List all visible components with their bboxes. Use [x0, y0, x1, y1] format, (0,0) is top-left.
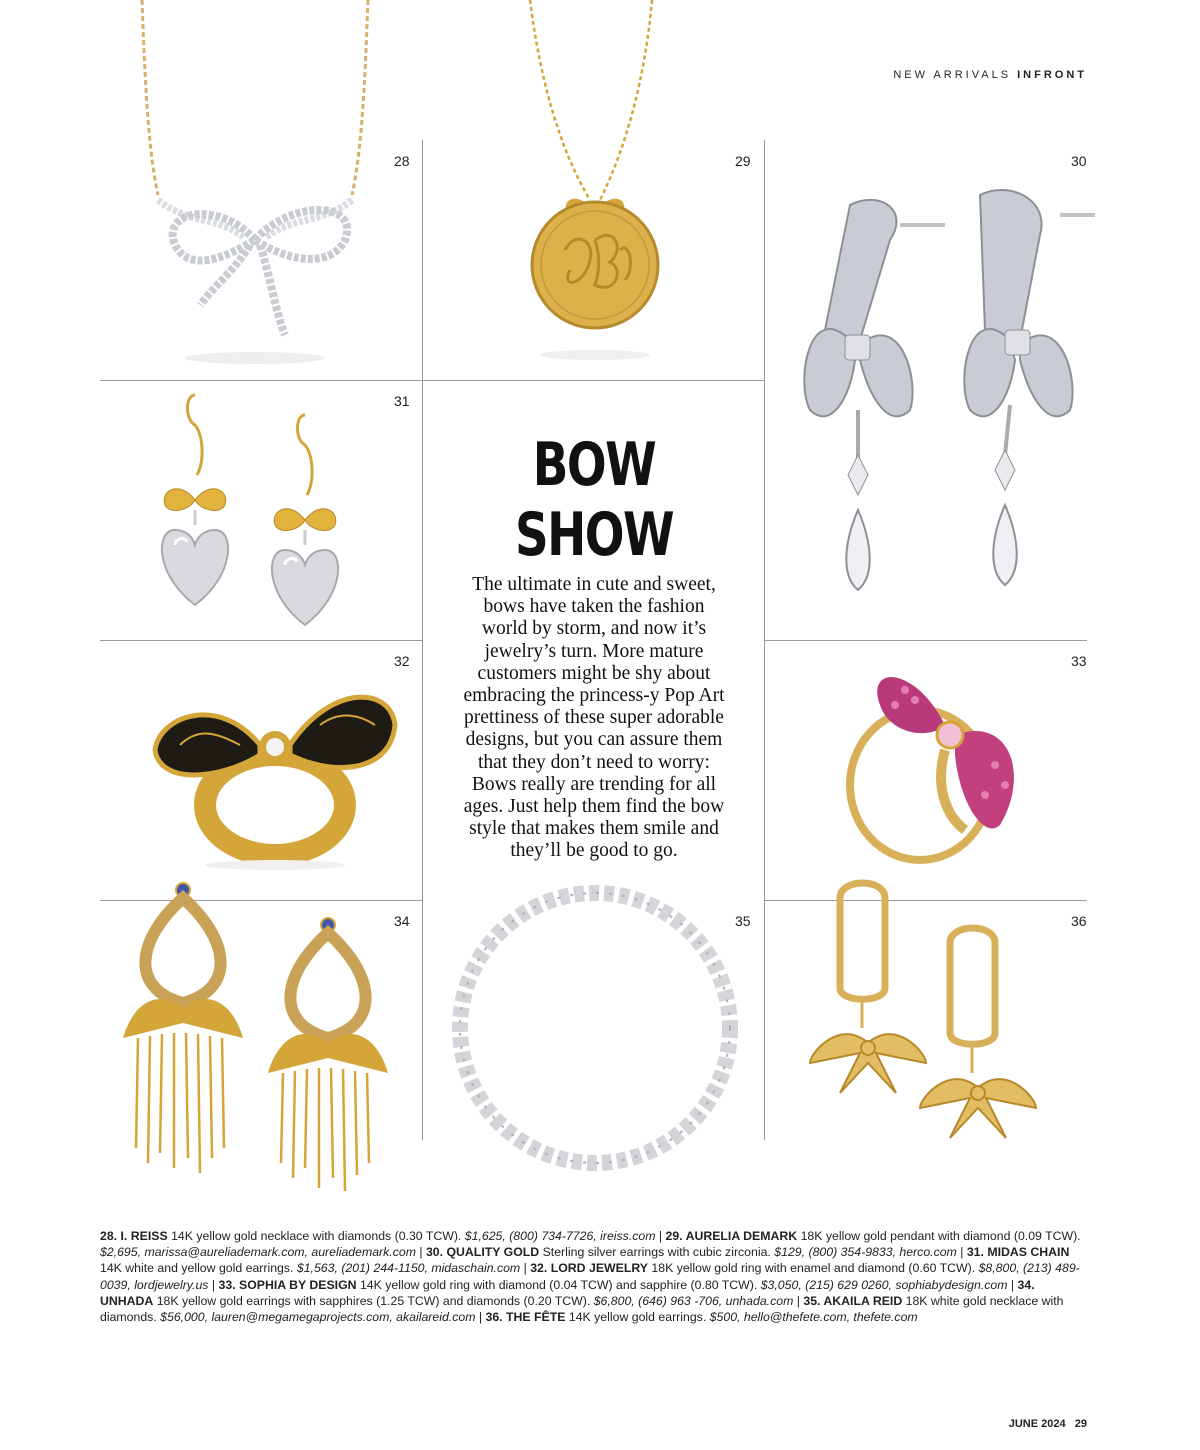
credit-description: 14K yellow gold earrings. — [565, 1310, 710, 1325]
credit-contact: $56,000, lauren@megamegaprojects.com, akailareid.com — [160, 1310, 476, 1325]
credit-brand: 29. AURELIA DEMARK — [665, 1229, 798, 1243]
credit-contact: $2,695, marissa@aureliademark.com, aureliademark.com — [100, 1245, 416, 1260]
item-number-32: 32 — [394, 653, 410, 669]
silver-bow-earrings-image — [790, 180, 1100, 610]
credit-contact: $500, hello@thefete.com, thefete.com — [709, 1310, 918, 1325]
pink-bow-ring-image — [835, 655, 1035, 890]
credit-brand: 32. LORD JEWELRY — [530, 1261, 648, 1276]
credit-separator: | — [208, 1277, 219, 1292]
credit-entry — [218, 1278, 1007, 1292]
item-number-30: 30 — [1071, 153, 1087, 169]
credit-separator: | — [520, 1261, 531, 1276]
enamel-bow-ring-image — [150, 665, 400, 885]
credit-description: Sterling silver earrings with cubic zirconia. — [539, 1245, 775, 1260]
credit-description: 18K yellow gold pendant with diamond (0.09 TCW). — [797, 1229, 1081, 1243]
fringe-bow-earrings-image — [108, 878, 408, 1198]
page-number: 29 — [1074, 1418, 1087, 1430]
item-number-33: 33 — [1071, 653, 1087, 669]
credit-description: 18K white gold necklace with diamonds. — [100, 1293, 1064, 1325]
item-number-34: 34 — [394, 913, 410, 929]
item-number-31: 31 — [394, 393, 410, 409]
credit-contact: $3,050, (215) 629 0260, sophiabydesign.com — [760, 1277, 1008, 1292]
credit-separator: | — [475, 1310, 486, 1325]
credit-separator: | — [655, 1229, 666, 1243]
bow-charm-hoops-image — [800, 878, 1050, 1168]
credit-brand: 30. QUALITY GOLD — [425, 1245, 540, 1260]
section-header — [893, 69, 1087, 81]
feature-copy — [423, 430, 765, 863]
grid-line — [100, 380, 764, 381]
monogram-pendant-image — [500, 0, 690, 370]
feature-body: The ultimate in cute and sweet, bows have taken the fashion world by storm, and now it’s jewelry’s turn. More mature customers might be shy about embracing the princess-y Pop Art prettiness of these super adorable designs, but you can assure them that they don’t need to worry: Bows really are trending for all ages. Just help them find the bow style that makes them smile and they’ll be good to go. — [463, 574, 725, 862]
credit-separator: | — [793, 1293, 804, 1308]
credit-contact: $1,563, (201) 244-1150, midaschain.com — [296, 1261, 521, 1276]
credit-contact: $6,800, (646) 963 -706, unhada.com — [593, 1293, 794, 1308]
credit-brand: 31. MIDAS CHAIN — [966, 1245, 1070, 1260]
bow-necklace-image — [120, 0, 390, 370]
credit-separator: | — [415, 1245, 426, 1260]
item-number-29: 29 — [735, 153, 751, 169]
credit-description: 18K yellow gold earrings with sapphires (1.25 TCW) and diamonds (0.20 TCW). — [153, 1293, 594, 1308]
credit-description: 14K white and yellow gold earrings. — [100, 1261, 297, 1276]
grid-line — [764, 640, 1087, 641]
credit-separator: | — [956, 1245, 967, 1260]
feature-title: BOW SHOW — [514, 430, 674, 570]
credit-entry — [485, 1310, 917, 1324]
item-number-36: 36 — [1071, 913, 1087, 929]
credit-description: 14K yellow gold necklace with diamonds (0.30 TCW). — [167, 1229, 465, 1243]
credit-brand: 28. I. REISS — [100, 1229, 168, 1243]
issue-date: JUNE 2024 — [1008, 1418, 1066, 1430]
credit-entry — [426, 1245, 957, 1259]
page-footer — [1009, 1418, 1087, 1430]
credit-brand: 35. AKAILA REID — [803, 1293, 903, 1308]
product-credits — [100, 1228, 1088, 1325]
credit-contact: $1,625, (800) 734-7726, ireiss.com — [464, 1229, 656, 1243]
credit-contact: $129, (800) 354-9833, herco.com — [774, 1245, 957, 1260]
grid-line — [100, 640, 422, 641]
credit-description: 14K yellow gold ring with diamond (0.04 TCW) and sapphire (0.80 TCW). — [356, 1277, 761, 1292]
credit-brand: 34. UNHADA — [100, 1277, 1035, 1308]
heart-bow-earrings-image — [145, 390, 395, 630]
credit-brand: 33. SOPHIA BY DESIGN — [218, 1277, 357, 1292]
diamond-bow-necklace-image — [440, 878, 750, 1178]
credit-description: 18K yellow gold ring with enamel and diamond (0.60 TCW). — [647, 1261, 979, 1276]
credit-separator: | — [1007, 1277, 1018, 1292]
credit-brand: 36. THE FÊTE — [485, 1310, 566, 1325]
section-label: NEW ARRIVALS — [893, 69, 1012, 81]
item-number-35: 35 — [735, 913, 751, 929]
item-number-28: 28 — [394, 153, 410, 169]
credit-contact: $8,800, (213) 489-0039, lordjewelry.us — [100, 1261, 1080, 1292]
section-brand: INFRONT — [1017, 69, 1087, 81]
credit-entry — [100, 1229, 655, 1243]
